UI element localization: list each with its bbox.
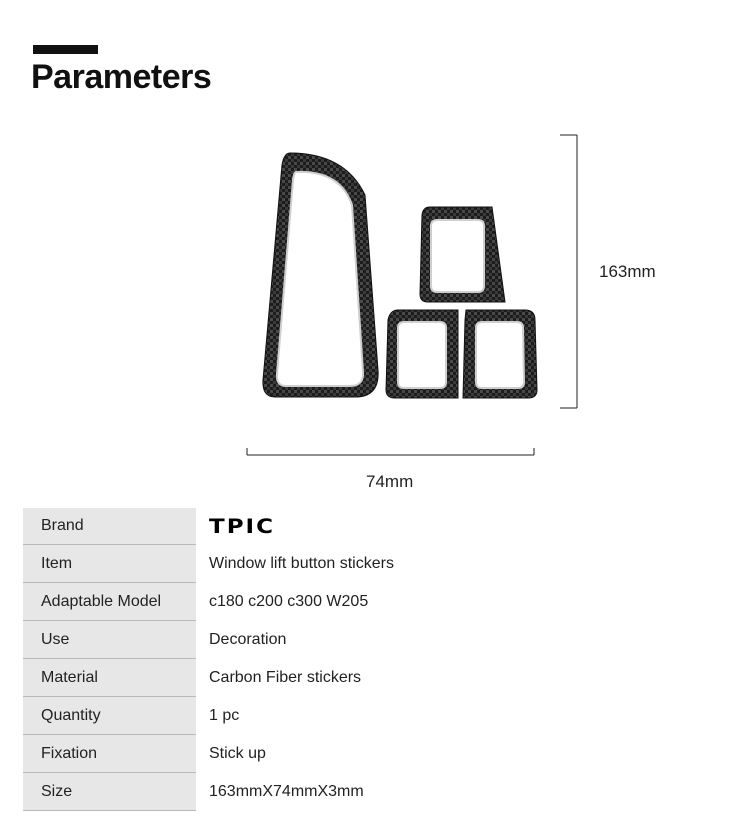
left-trim-piece xyxy=(386,310,458,398)
spec-label: Material xyxy=(23,659,196,697)
page-title: Parameters xyxy=(31,58,212,96)
right-trim-piece xyxy=(463,310,537,398)
brand-logo-text: TPIC xyxy=(209,515,275,538)
spec-label: Adaptable Model xyxy=(23,583,196,621)
height-dimension-label: 163mm xyxy=(599,262,656,281)
spec-label: Size xyxy=(23,773,196,811)
spec-value: Carbon Fiber stickers xyxy=(209,669,362,686)
brand-logo xyxy=(196,508,275,545)
spec-value: c180 c200 c300 W205 xyxy=(209,593,369,610)
spec-row-brand xyxy=(23,508,563,545)
height-dimension-line xyxy=(560,135,577,408)
spec-value: Window lift button stickers xyxy=(209,555,394,572)
large-trim-piece xyxy=(263,153,378,397)
spec-table xyxy=(23,508,563,811)
spec-label: Item xyxy=(23,545,196,583)
spec-row-material xyxy=(23,659,563,697)
width-dimension-line xyxy=(247,448,534,455)
spec-label: Brand xyxy=(23,508,196,545)
spec-row-use xyxy=(23,621,563,659)
spec-value: 163mmX74mmX3mm xyxy=(209,783,364,800)
spec-row-size xyxy=(23,773,563,811)
spec-value: 1 pc xyxy=(209,707,240,724)
spec-row-quantity xyxy=(23,697,563,735)
spec-row-item xyxy=(23,545,563,583)
spec-value: Decoration xyxy=(209,631,287,648)
spec-label: Fixation xyxy=(23,735,196,773)
top-trim-piece xyxy=(420,207,505,302)
spec-value: Stick up xyxy=(209,745,266,762)
spec-label: Use xyxy=(23,621,196,659)
spec-label: Quantity xyxy=(23,697,196,735)
spec-row-fixation xyxy=(23,735,563,773)
spec-row-model xyxy=(23,583,563,621)
width-dimension-label: 74mm xyxy=(366,472,414,491)
